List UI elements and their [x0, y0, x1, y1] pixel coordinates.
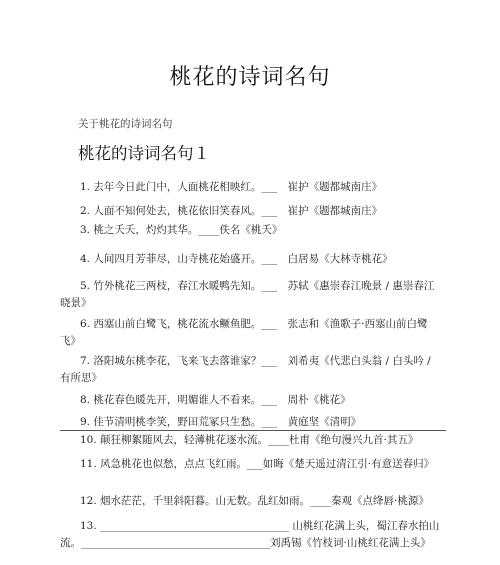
poem-line-13: 13. ____________________________________ 山桃红花满上头，蜀江春水拍山流。____________________________________刘禹锡《竹枝词·山桃红花满上头》 — [60, 520, 440, 549]
poem-line-1: 1. 去年今日此门中，人面桃花相映红。___ 崔护《题都城南庄》 — [80, 181, 383, 193]
document-title: 桃花的诗词名句 — [169, 65, 331, 90]
poem-line-6: 6. 西塞山前白鹭飞，桃花流水鳜鱼肥。___ 张志和《渔歌子·西塞山前白鹭飞》 — [60, 318, 428, 347]
poem-line-5: 5. 竹外桃花三两枝，春江水暖鸭先知。___ 苏轼《惠崇春江晚景 / 惠崇春江晓景》 — [60, 280, 435, 309]
poem-line-2: 2. 人面不知何处去，桃花依旧笑春风。___ 崔护《题都城南庄》 — [80, 205, 383, 217]
poem-line-9: 9. 佳节清明桃李笑，野田荒冢只生愁。___ 黄庭坚《清明》 — [80, 416, 362, 428]
poem-line-12: 12. 烟水茫茫，千里斜阳暮。山无数。乱红如雨。____秦观《点绛唇·桃源》 — [80, 495, 429, 507]
poem-line-7: 7. 洛阳城东桃李花，飞来飞去落谁家？___ 刘希夷《代悲白头翁 / 白头吟 / 有所思》 — [60, 355, 431, 384]
poem-line-8: 8. 桃花春色暖先开，明媚谁人不看来。___ 周朴《桃花》 — [80, 394, 351, 406]
poem-line-11: 11. 风急桃花也似愁，点点飞红雨。___如晦《楚天遥过清江引·有意送春归》 — [80, 458, 435, 470]
divider — [60, 430, 446, 431]
poem-line-3: 3. 桃之夭夭，灼灼其华。____佚名《桃夭》 — [80, 224, 283, 236]
document-subtitle: 关于桃花的诗词名句 — [78, 118, 173, 130]
section-heading: 桃花的诗词名句１ — [78, 144, 210, 163]
poem-line-4: 4. 人间四月芳菲尽，山寺桃花始盛开。___ 白居易《大林寺桃花》 — [80, 253, 393, 265]
poem-line-10: 10. 颠狂柳絮随风去，轻薄桃花逐水流。____杜甫《绝句漫兴九首·其五》 — [80, 434, 419, 446]
